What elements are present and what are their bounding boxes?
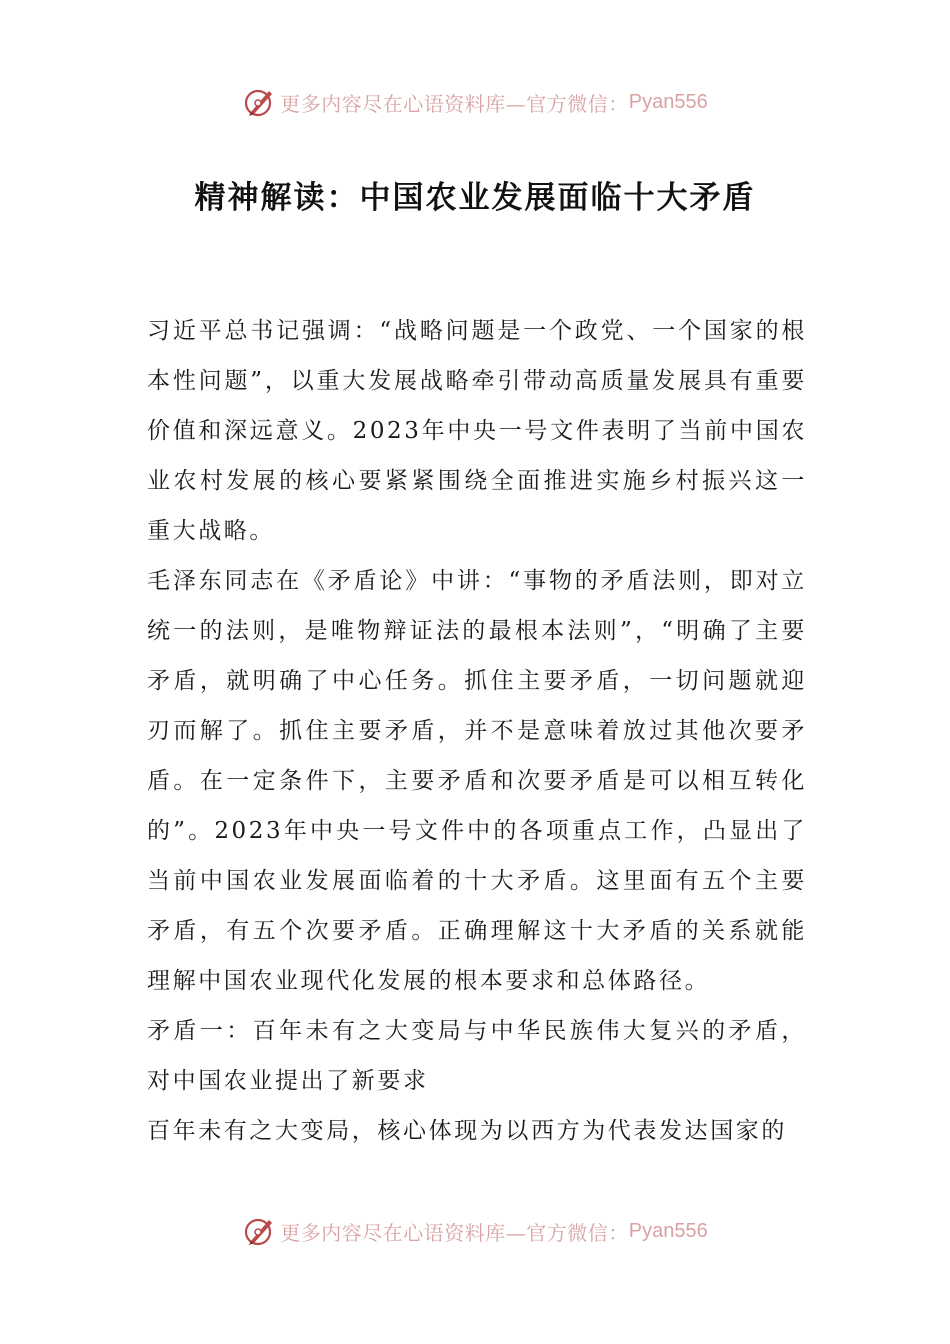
article-body <box>147 306 807 1156</box>
paragraph: 习近平总书记强调：“战略问题是一个政党、一个国家的根本性问题”，以重大发展战略牵引带动高质量发展具有重要价值和深远意义。2023年中央一号文件表明了当前中国农业农村发展的核心要紧紧围绕全面推进实施乡村振兴这一重大战略。 <box>147 318 807 544</box>
banner-text: 更多内容尽在心语资料库—官方微信： <box>280 1220 629 1245</box>
page-title: 精神解读：中国农业发展面临十大矛盾 <box>194 180 756 216</box>
paragraph: 毛泽东同志在《矛盾论》中讲：“事物的矛盾法则，即对立统一的法则，是唯物辩证法的最根本法则”，“明确了主要矛盾，就明确了中心任务。抓住主要矛盾，一切问题就迎刃而解了。抓住主要矛盾，并不是意味着放过其他次要矛盾。在一定条件下，主要矛盾和次要矛盾是可以相互转化的”。2023年中央一号文件中的各项重点工作，凸显出了当前中国农业发展面临着的十大矛盾。这里面有五个主要矛盾，有五个次要矛盾。正确理解这十大矛盾的关系就能理解中国农业现代化发展的根本要求和总体路径。 <box>147 568 807 994</box>
footer-banner <box>0 1211 950 1251</box>
pen-logo-icon <box>242 85 276 119</box>
paragraph: 百年未有之大变局，核心体现为以西方为代表发达国家的 <box>147 1118 787 1144</box>
banner-wechat-id: Pyan556 <box>628 90 708 113</box>
banner-text: 更多内容尽在心语资料库—官方微信： <box>280 91 629 116</box>
pen-logo-icon <box>242 1214 276 1248</box>
section-heading: 矛盾一：百年未有之大变局与中华民族伟大复兴的矛盾，对中国农业提出了新要求 <box>147 1018 807 1094</box>
banner-wechat-id: Pyan556 <box>628 1219 708 1242</box>
header-banner <box>0 82 950 122</box>
